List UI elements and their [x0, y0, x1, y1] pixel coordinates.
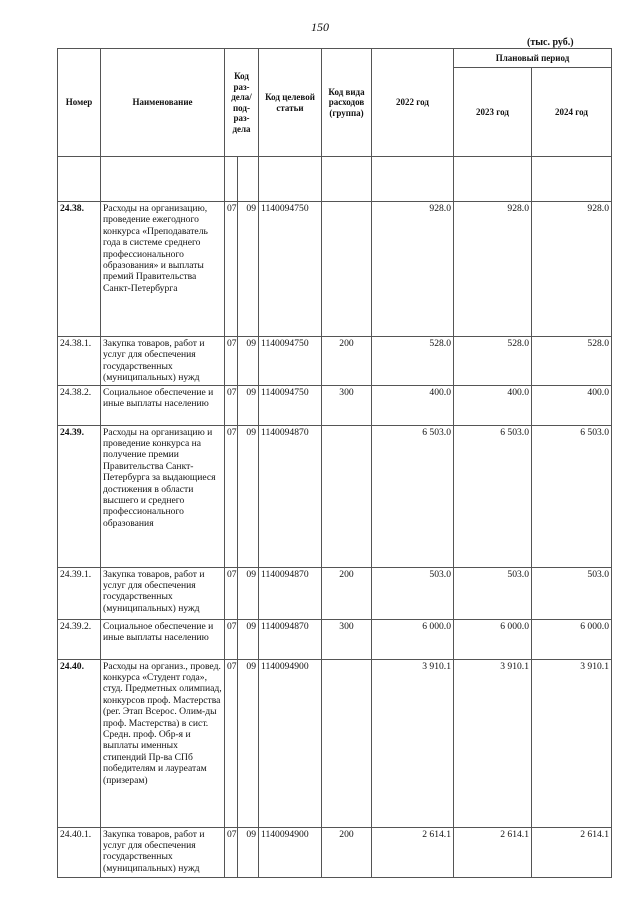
row-section: 07 [225, 567, 238, 619]
table-row [58, 827, 612, 877]
row-subsection: 09 [238, 619, 259, 659]
row-2023: 3 910.1 [454, 659, 532, 827]
header-year-2022: 2022 год [372, 49, 454, 157]
row-section: 07 [225, 337, 238, 386]
row-number: 24.38.2. [58, 385, 101, 425]
row-expense-type: 200 [322, 337, 372, 386]
row-target: 1140094870 [259, 425, 322, 567]
row-number: 24.40. [58, 659, 101, 827]
header-year-2023: 2023 год [454, 68, 532, 157]
row-section: 07 [225, 827, 238, 877]
row-subsection: 09 [238, 567, 259, 619]
row-expense-type: 300 [322, 385, 372, 425]
row-2022: 6 503.0 [372, 425, 454, 567]
row-target: 1140094750 [259, 385, 322, 425]
row-expense-type [322, 659, 372, 827]
row-2023: 6 503.0 [454, 425, 532, 567]
row-number: 24.40.1. [58, 827, 101, 877]
row-subsection: 09 [238, 337, 259, 386]
row-expense-type [322, 202, 372, 337]
row-subsection: 09 [238, 385, 259, 425]
table-row [58, 425, 612, 567]
row-name: Социальное обеспечение и иные выплаты населению [101, 619, 225, 659]
header-spacer-row [58, 157, 612, 202]
header-number: Номер [58, 49, 101, 157]
table-row [58, 337, 612, 386]
row-2023: 2 614.1 [454, 827, 532, 877]
table-row [58, 202, 612, 337]
row-name: Расходы на организацию, проведение ежегодного конкурса «Преподаватель года в системе среднего профессионального образования» и выплаты премий Правительства Санкт-Петербурга [101, 202, 225, 337]
header-target-code: Код целевой статьи [259, 49, 322, 157]
row-section: 07 [225, 202, 238, 337]
row-2024: 6 503.0 [532, 425, 612, 567]
row-section: 07 [225, 425, 238, 567]
row-number: 24.38. [58, 202, 101, 337]
row-number: 24.38.1. [58, 337, 101, 386]
row-number: 24.39. [58, 425, 101, 567]
table-row [58, 567, 612, 619]
header-name: Наименование [101, 49, 225, 157]
row-target: 1140094750 [259, 202, 322, 337]
units-label: (тыс. руб.) [527, 37, 574, 48]
row-2023: 928.0 [454, 202, 532, 337]
row-name: Расходы на организацию и проведение конкурса на получение премии Правительства Санкт-Петербурга за выдающиеся достижения в области высшего и среднего профессионального образования [101, 425, 225, 567]
header-year-2024: 2024 год [532, 68, 612, 157]
table-row [58, 619, 612, 659]
row-section: 07 [225, 385, 238, 425]
row-name: Закупка товаров, работ и услуг для обеспечения государственных (муниципальных) нужд [101, 337, 225, 386]
row-target: 1140094900 [259, 659, 322, 827]
row-section: 07 [225, 659, 238, 827]
row-2022: 400.0 [372, 385, 454, 425]
budget-table [57, 48, 612, 878]
row-name: Расходы на организ., провед. конкурса «Студент года», студ. Предметных олимпиад, конкурсов проф. Мастерства (рег. Этап Всерос. Олим-ды проф. Мастерства) в сист. Средн. проф. Обр-я и выплаты именных стипендий Пр-ва СПб победителям и лауреатам (призерам) [101, 659, 225, 827]
row-name: Закупка товаров, работ и услуг для обеспечения государственных (муниципальных) нужд [101, 827, 225, 877]
row-2022: 503.0 [372, 567, 454, 619]
row-target: 1140094870 [259, 567, 322, 619]
header-section-code: Код раз-дела/ под-раз-дела [225, 49, 259, 157]
row-2022: 2 614.1 [372, 827, 454, 877]
page-number: 150 [311, 20, 329, 34]
row-target: 1140094900 [259, 827, 322, 877]
row-number: 24.39.1. [58, 567, 101, 619]
row-subsection: 09 [238, 827, 259, 877]
row-2024: 528.0 [532, 337, 612, 386]
row-2024: 400.0 [532, 385, 612, 425]
row-target: 1140094750 [259, 337, 322, 386]
row-expense-type: 200 [322, 567, 372, 619]
row-expense-type [322, 425, 372, 567]
row-target: 1140094870 [259, 619, 322, 659]
row-2024: 2 614.1 [532, 827, 612, 877]
row-2023: 6 000.0 [454, 619, 532, 659]
row-expense-type: 300 [322, 619, 372, 659]
row-2022: 928.0 [372, 202, 454, 337]
row-name: Закупка товаров, работ и услуг для обеспечения государственных (муниципальных) нужд [101, 567, 225, 619]
row-2023: 400.0 [454, 385, 532, 425]
table-row [58, 385, 612, 425]
row-2024: 3 910.1 [532, 659, 612, 827]
row-expense-type: 200 [322, 827, 372, 877]
header-plan-period: Плановый период [454, 49, 612, 68]
table-row [58, 659, 612, 827]
row-2022: 3 910.1 [372, 659, 454, 827]
row-number: 24.39.2. [58, 619, 101, 659]
row-2023: 503.0 [454, 567, 532, 619]
row-subsection: 09 [238, 202, 259, 337]
row-2023: 528.0 [454, 337, 532, 386]
row-2024: 6 000.0 [532, 619, 612, 659]
row-2022: 6 000.0 [372, 619, 454, 659]
row-subsection: 09 [238, 659, 259, 827]
header-expense-type: Код вида расходов (группа) [322, 49, 372, 157]
row-2024: 503.0 [532, 567, 612, 619]
row-name: Социальное обеспечение и иные выплаты населению [101, 385, 225, 425]
row-2024: 928.0 [532, 202, 612, 337]
row-2022: 528.0 [372, 337, 454, 386]
row-subsection: 09 [238, 425, 259, 567]
row-section: 07 [225, 619, 238, 659]
